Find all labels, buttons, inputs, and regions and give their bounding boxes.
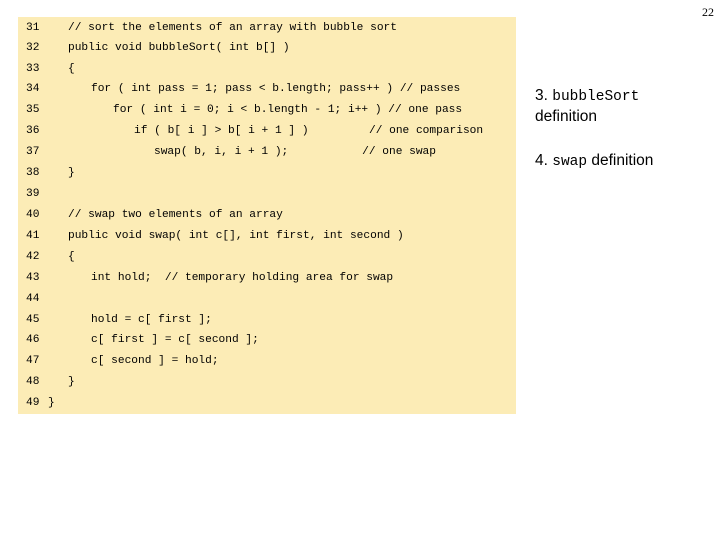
code-line bbox=[18, 144, 436, 160]
code-text: c[ second ] = hold; bbox=[91, 355, 219, 367]
code-line bbox=[18, 353, 219, 369]
code-line bbox=[18, 332, 259, 348]
line-number: 40 bbox=[26, 209, 40, 221]
code-line bbox=[18, 395, 55, 411]
annotation-number: 3. bbox=[535, 87, 548, 104]
line-number: 42 bbox=[26, 251, 40, 263]
annotation-code: swap bbox=[552, 154, 588, 170]
annotation-text: definition bbox=[591, 152, 654, 169]
annotation-bubble-sort bbox=[535, 86, 639, 126]
annotation-number: 4. bbox=[535, 152, 548, 169]
line-number: 45 bbox=[26, 314, 40, 326]
code-line bbox=[18, 374, 75, 390]
annotation-text: definition bbox=[535, 108, 598, 125]
code-text: if ( b[ i ] > b[ i + 1 ] ) // one comparison bbox=[134, 125, 484, 137]
code-text: c[ first ] = c[ second ]; bbox=[91, 334, 259, 346]
code-line bbox=[18, 102, 463, 118]
line-number: 34 bbox=[26, 83, 40, 95]
code-text: { bbox=[68, 63, 75, 75]
annotation-code: bubbleSort bbox=[552, 89, 640, 105]
code-line bbox=[18, 165, 75, 181]
code-text: } bbox=[48, 397, 55, 409]
code-line bbox=[18, 61, 75, 77]
code-line bbox=[18, 207, 283, 223]
code-text: int hold; // temporary holding area for swap bbox=[91, 272, 394, 284]
code-text: public void bubbleSort( int b[] ) bbox=[68, 42, 290, 54]
code-text: { bbox=[68, 251, 75, 263]
code-text: for ( int i = 0; i < b.length - 1; i++ ) // one pass bbox=[113, 104, 463, 116]
code-line bbox=[18, 291, 45, 307]
slide-number: 22 bbox=[702, 5, 714, 19]
code-line bbox=[18, 81, 461, 97]
code-panel bbox=[18, 17, 516, 414]
code-text: hold = c[ first ]; bbox=[91, 314, 212, 326]
code-text: } bbox=[68, 167, 75, 179]
code-text: // swap two elements of an array bbox=[68, 209, 283, 221]
code-line bbox=[18, 228, 404, 244]
line-number: 35 bbox=[26, 104, 40, 116]
code-text: } bbox=[68, 376, 75, 388]
line-number: 31 bbox=[26, 22, 40, 34]
line-number: 47 bbox=[26, 355, 40, 367]
line-number: 48 bbox=[26, 376, 40, 388]
line-number: 43 bbox=[26, 272, 40, 284]
line-number: 41 bbox=[26, 230, 40, 242]
line-number: 46 bbox=[26, 334, 40, 346]
line-number: 49 bbox=[26, 397, 40, 409]
line-number: 33 bbox=[26, 63, 40, 75]
code-text: public void swap( int c[], int first, int second ) bbox=[68, 230, 404, 242]
line-number: 38 bbox=[26, 167, 40, 179]
code-line bbox=[18, 40, 290, 56]
line-number: 44 bbox=[26, 293, 40, 305]
code-line bbox=[18, 249, 75, 265]
code-line bbox=[18, 20, 397, 36]
code-text: // sort the elements of an array with bubble sort bbox=[68, 22, 397, 34]
code-line bbox=[18, 270, 394, 286]
line-number: 39 bbox=[26, 188, 40, 200]
code-text: swap( b, i, i + 1 ); // one swap bbox=[154, 146, 436, 158]
code-line bbox=[18, 186, 45, 202]
code-line bbox=[18, 123, 484, 139]
code-line bbox=[18, 312, 212, 328]
line-number: 32 bbox=[26, 42, 40, 54]
code-text: for ( int pass = 1; pass < b.length; pass++ ) // passes bbox=[91, 83, 461, 95]
annotation-swap bbox=[535, 151, 653, 172]
line-number: 37 bbox=[26, 146, 40, 158]
line-number: 36 bbox=[26, 125, 40, 137]
